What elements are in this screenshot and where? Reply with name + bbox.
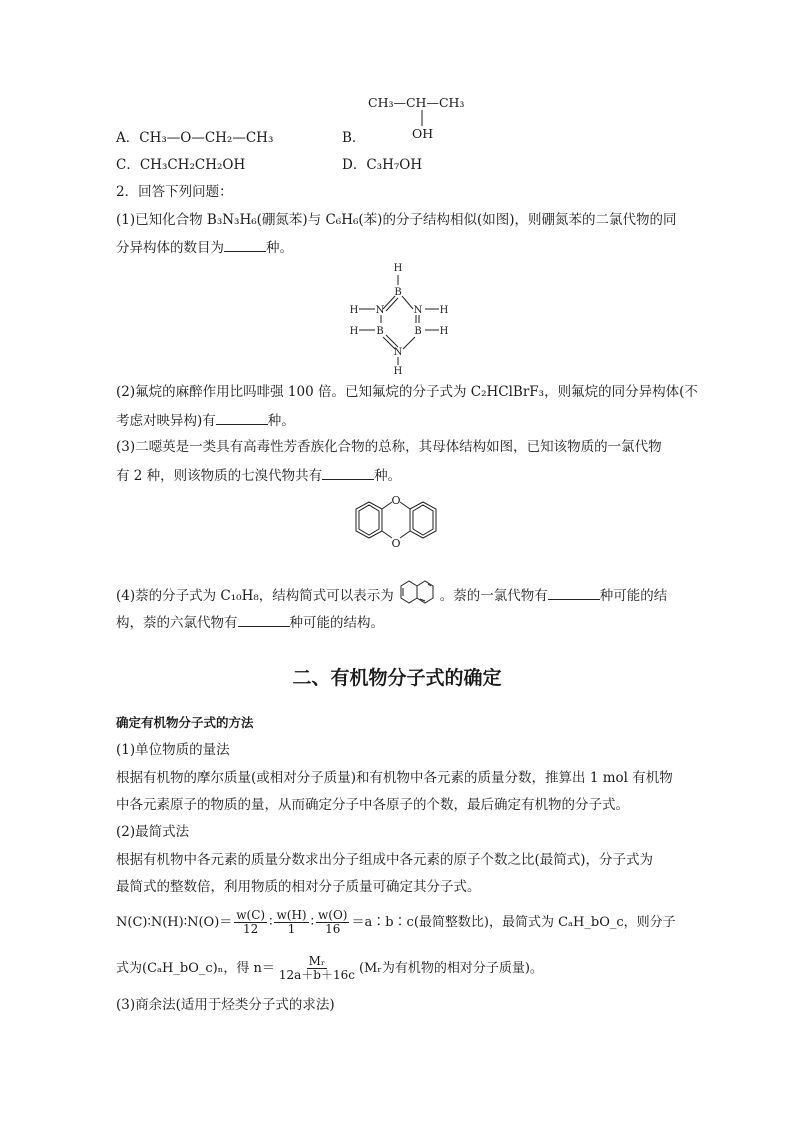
q2-part1-line1: (1)已知化合物 B₃N₃H₆(硼氮苯)与 C₆H₆(苯)的分子结构相似(如图)，则硼氮苯的二氯代物的同 xyxy=(116,212,677,228)
oxygen-label: O xyxy=(391,494,401,507)
option-d-formula: C₃H₇OH xyxy=(366,157,423,173)
q2-part1-line2 xyxy=(116,237,293,258)
q2-part3-line2 xyxy=(116,465,401,486)
atom-label: B xyxy=(414,326,422,337)
q2-part2-line2 xyxy=(116,410,295,431)
formula-line-1: N(C)∶N(H)∶N(O)＝ $\frac{w(C)}{12}$ ∶ $\frac{w(H)}{1}$ ∶ $\frac{w(O)}{16}$ ＝a∶b∶c(最简整数比)，最简式为 CₐH_bO_c，则分子 xyxy=(116,908,676,936)
answer-blank[interactable] xyxy=(548,585,600,600)
q2-part2-text: 考虑对映异构)有 xyxy=(116,413,216,429)
formula-note: (Mᵣ为有机物的相对分子质量)。 xyxy=(358,961,543,976)
atom-label: H xyxy=(393,366,403,376)
method-2-title: (2)最简式法 xyxy=(116,824,190,840)
method-1-text-line2: 中各元素原子的物质的量，从而确定分子中各原子的个数，最后确定有机物的分子式。 xyxy=(116,797,629,813)
q2-part3-line1: (3)二噁英是一类具有高毒性芳香族化合物的总称，其母体结构如图，已知该物质的一氯代物 xyxy=(116,439,662,455)
fraction: $\frac{\text{Mᵣ}}{12a+b+16c}$ xyxy=(278,954,355,982)
method-3-title: (3)商余法(适用于烃类分子式的求法) xyxy=(116,997,335,1013)
option-b-formula-top: CH₃—CH—CH₃ xyxy=(368,95,465,110)
formula-line-2 xyxy=(116,955,543,982)
q2-part4-unit: 种可能的结构。 xyxy=(289,615,384,631)
atom-label: B xyxy=(376,326,384,337)
option-a-formula: CH₃—O—CH₂—CH₃ xyxy=(139,130,274,146)
atom-label: N xyxy=(393,347,403,358)
q2-part3-unit: 种。 xyxy=(374,468,402,484)
method-1-title: (1)单位物质的量法 xyxy=(116,742,230,758)
answer-blank[interactable] xyxy=(322,465,374,480)
option-d-label: D． xyxy=(342,157,367,173)
fraction: $\frac{w(C)}{12}$ xyxy=(236,908,266,936)
atom-label: B xyxy=(394,287,402,298)
q2-part4-text2: 构，萘的六氯代物有 xyxy=(116,615,238,631)
atom-label: H xyxy=(393,263,403,274)
atom-label: H xyxy=(439,326,449,337)
section-title: 二、有机物分子式的确定 xyxy=(292,667,502,689)
atom-label: N xyxy=(375,305,385,316)
option-b-label: B． xyxy=(342,130,366,146)
oxygen-label: O xyxy=(391,537,401,550)
option-b-ch3-left: CH₃ xyxy=(368,95,394,110)
option-b-ch3-right: CH₃ xyxy=(438,95,465,110)
method-heading: 确定有机物分子式的方法 xyxy=(116,715,254,730)
option-a xyxy=(116,128,273,148)
atom-label: H xyxy=(439,305,449,316)
method-2-text-line1: 根据有机物中各元素的质量分数求出分子组成中各元素的原子个数之比(最简式)，分子式为 xyxy=(116,852,654,868)
borazine-structure xyxy=(345,258,455,376)
q2-part2-line1: (2)氟烷的麻醉作用比吗啡强 100 倍。已知氟烷的分子式为 C₂HClBrF₃，则氟烷的同分异构体(不 xyxy=(116,384,698,400)
q2-part2-unit: 种。 xyxy=(267,413,295,429)
q2-part1-unit: 种。 xyxy=(266,240,293,256)
option-c-label: C． xyxy=(116,157,140,173)
q2-part4-text-mid: 。萘的一氯代物有 xyxy=(439,588,548,604)
option-c-formula: CH₃CH₂CH₂OH xyxy=(139,157,246,173)
method-2-text-line2: 最简式的整数倍，利用物质的相对分子质量可确定其分子式。 xyxy=(116,879,481,895)
naphthalene-structure xyxy=(394,587,440,607)
formula-result: ＝a∶b∶c(最简整数比)，最简式为 CₐH_bO_c，则分子 xyxy=(351,915,676,930)
fraction: $\frac{w(H)}{1}$ xyxy=(276,908,307,936)
q2-part3-text: 有 2 种，则该物质的七溴代物共有 xyxy=(116,468,323,484)
q2-part4-text-end: 种可能的结 xyxy=(599,588,668,604)
option-b-oh: OH xyxy=(412,126,434,141)
atom-label: H xyxy=(349,305,359,316)
atom-label: N xyxy=(413,305,423,316)
answer-blank[interactable] xyxy=(238,612,290,627)
q2-part1-text: 分异构体的数目为 xyxy=(116,240,224,256)
formula-ratio: N(C)∶N(H)∶N(O)＝ xyxy=(116,915,233,930)
answer-blank[interactable] xyxy=(224,237,266,252)
question-2-heading: 2．回答下列问题： xyxy=(116,184,233,200)
option-c xyxy=(116,155,245,175)
option-d xyxy=(342,155,422,175)
fraction: $\frac{w(O)}{16}$ xyxy=(317,908,348,936)
q2-part4-line2 xyxy=(116,612,384,633)
option-a-label: A． xyxy=(116,130,140,146)
formula-n: 式为(CₐH_bO_c)ₙ，得 n＝ xyxy=(116,961,275,976)
method-1-text-line1: 根据有机物的摩尔质量(或相对分子质量)和有机物中各元素的质量分数，推算出 1 mol 有机物 xyxy=(116,770,673,786)
q2-part4-text: (4)萘的分子式为 C₁₀H₈，结构简式可以表示为 xyxy=(116,588,394,604)
atom-label: H xyxy=(349,326,359,337)
option-b-ch: CH xyxy=(405,95,427,110)
dioxin-structure xyxy=(352,490,440,552)
q2-part4-line1 xyxy=(116,585,667,607)
answer-blank[interactable] xyxy=(216,410,268,425)
